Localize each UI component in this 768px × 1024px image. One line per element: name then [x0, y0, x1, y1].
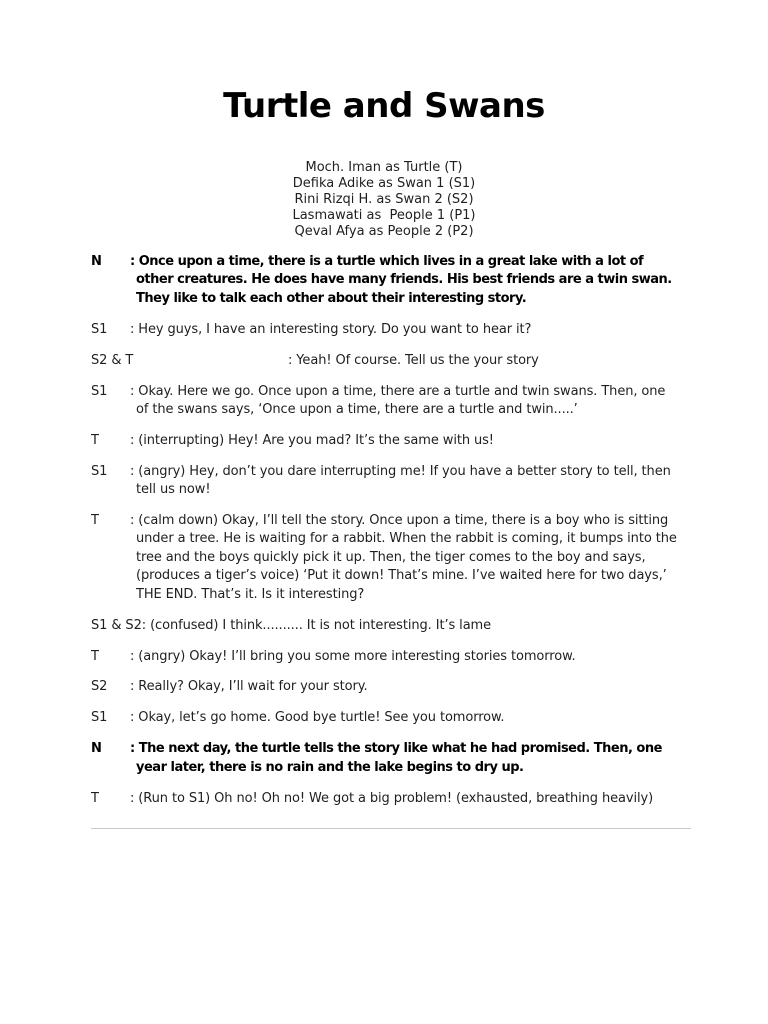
speaker-label: T [91, 790, 99, 806]
speaker-label: T [91, 513, 99, 529]
speaker-label: S2 & T [91, 352, 134, 368]
dialogue-text: : (interrupting) Hey! Are you mad? It’s the same with us! [130, 432, 494, 448]
dialogue-text: : (Run to S1) Oh no! Oh no! We got a big problem! (exhausted, breathing heavily) [130, 790, 654, 806]
dialogue-text: : Okay, let’s go home. Good bye turtle! See you tomorrow. [130, 710, 505, 726]
script-line [91, 648, 678, 666]
dialogue-text: : (angry) Hey, don’t you dare interrupting me! If you have a better story to tell, then tell us now! [130, 463, 671, 498]
speaker-label: S2 [91, 679, 108, 695]
speaker-label: S1 [91, 710, 108, 726]
page-divider [91, 828, 691, 829]
script-line [91, 321, 678, 339]
script-line [91, 678, 678, 696]
script-line [91, 790, 678, 808]
script-line [91, 432, 678, 450]
dialogue-text: : Okay. Here we go. Once upon a time, there are a turtle and twin swans. Then, one of the swans says, ‘Once upon a time, there are a turtle and twin.....’ [130, 383, 666, 417]
document-title: Turtle and Swans [223, 86, 545, 126]
dialogue-text: : The next day, the turtle tells the story like what he had promised. Then, one year later, there is no rain and the lake begins to dry up. [130, 741, 662, 775]
script-line [91, 709, 678, 727]
cast-line: Qeval Afya as People 2 (P2) [294, 224, 474, 239]
script-line [91, 352, 678, 370]
dialogue-text: : Hey guys, I have an interesting story. Do you want to hear it? [130, 321, 532, 337]
script-line [91, 383, 678, 420]
script-line-narrator [91, 253, 678, 308]
cast-line: Defika Adike as Swan 1 (S1) [292, 176, 476, 191]
dialogue-text: : (angry) Okay! I’ll bring you some more interesting stories tomorrow. [130, 648, 576, 664]
dialogue-text: (confused) I think.......... It is not interesting. It’s lame [150, 617, 492, 633]
speaker-label: S1 & S2: [91, 617, 147, 633]
script-line [91, 512, 678, 604]
speaker-label: S1 [91, 383, 108, 399]
cast-line: Lasmawati as People 1 (P1) [292, 208, 476, 223]
speaker-label: T [91, 648, 99, 664]
speaker-label: N [91, 254, 102, 269]
dialogue-text: : (calm down) Okay, I’ll tell the story. Once upon a time, there is a boy who is sitting under a tree. He is waiting for a rabbit. When the rabbit is coming, it bumps into the tree and the boys quickly pick it up. Then, the tiger comes to the boy and says, (produces a tiger’s voice) ‘Put it down! That’s mine. I’ve waited here for two days,’ THE END. That’s it. Is it interesting? [130, 513, 677, 602]
speaker-label: N [91, 741, 102, 757]
speaker-label: T [91, 432, 99, 448]
dialogue-text: : Once upon a time, there is a turtle which lives in a great lake with a lot of other creatures. He does have many friends. His best friends are a twin swan. They like to talk each other about their interesting story. [130, 254, 672, 306]
cast-list [0, 160, 768, 240]
dialogue-text: : Yeah! Of course. Tell us the your story [288, 352, 539, 368]
dialogue-text: : Really? Okay, I’ll wait for your story. [130, 679, 368, 695]
speaker-label: S1 [91, 463, 108, 479]
script-line-narrator [91, 740, 678, 777]
script-line [91, 617, 651, 635]
script-body [0, 253, 678, 808]
cast-line: Rini Rizqi H. as Swan 2 (S2) [294, 192, 474, 207]
cast-line: Moch. Iman as Turtle (T) [305, 160, 463, 175]
script-line [91, 463, 678, 500]
speaker-label: S1 [91, 321, 108, 337]
